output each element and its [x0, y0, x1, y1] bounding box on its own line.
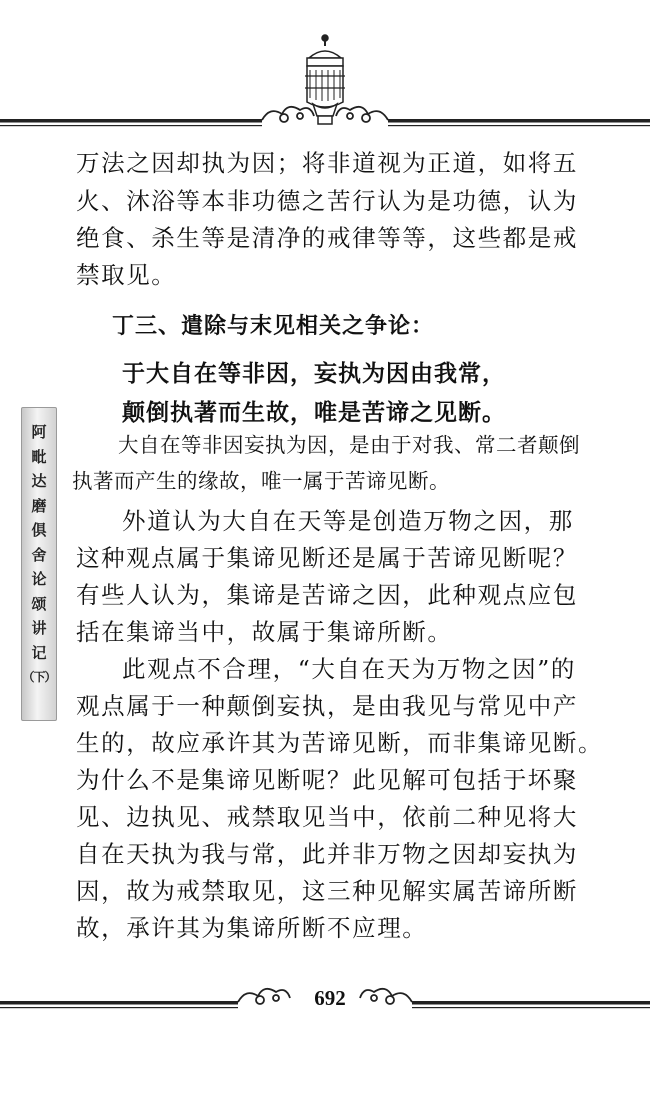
- body-line: 括在集谛当中，故属于集谛所断。: [76, 618, 453, 646]
- body-line: 绝食、杀生等是清净的戒律等等，这些都是戒: [76, 224, 578, 252]
- body-line: 自在天执为我与常，此并非万物之因却妄执为: [76, 840, 578, 868]
- verse-line: 于大自在等非因，妄执为因由我常，: [122, 361, 506, 387]
- body-line: 这种观点属于集谛见断还是属于苦谛见断呢？: [76, 544, 578, 572]
- side-book-title: 阿 毗 达 磨 俱 舍 论 颂 讲 记 （下）: [22, 423, 56, 684]
- body-line: 见、边执见、戒禁取见当中，依前二种见将大: [76, 803, 578, 831]
- body-line: 有些人认为，集谛是苦谛之因，此种观点应包: [76, 581, 578, 609]
- cloud-right-icon: [360, 989, 412, 1004]
- body-line: 禁取见。: [76, 261, 177, 289]
- section-heading: 丁三、遣除与末见相关之争论：: [112, 314, 435, 339]
- body-line: 火、沐浴等本非功德之苦行认为是功德，认为: [76, 187, 578, 215]
- body-line: 生的，故应承许其为苦谛见断，而非集谛见断。: [76, 729, 604, 757]
- cloud-right-icon: [336, 107, 388, 122]
- commentary-line: 大自在等非因妄执为因，是由于对我、常二者颠倒: [118, 433, 580, 457]
- body-line: 为什么不是集谛见断呢？此见解可包括于坏聚: [76, 766, 578, 794]
- cloud-left-icon: [262, 107, 314, 122]
- page-number: 692: [314, 986, 346, 1010]
- body-line: 此观点不合理，“大自在天为万物之因”的: [122, 655, 576, 683]
- cloud-left-icon: [238, 989, 290, 1004]
- body-line: 外道认为大自在天等是创造万物之因，那: [122, 507, 574, 535]
- side-book-title-tab: [21, 407, 57, 721]
- body-line: 因，故为戒禁取见，这三种见解实属苦谛所断: [76, 877, 578, 905]
- body-line: 观点属于一种颠倒妄执，是由我见与常见中产: [76, 692, 578, 720]
- body-line: 万法之因却执为因；将非道视为正道，如将五: [76, 149, 578, 177]
- header-ornament: [0, 0, 650, 140]
- verse-line: 颠倒执著而生故，唯是苦谛之见断。: [122, 400, 506, 426]
- body-line: 故，承许其为集谛所断不应理。: [76, 914, 428, 942]
- commentary-line: 执著而产生的缘故，唯一属于苦谛见断。: [72, 469, 450, 493]
